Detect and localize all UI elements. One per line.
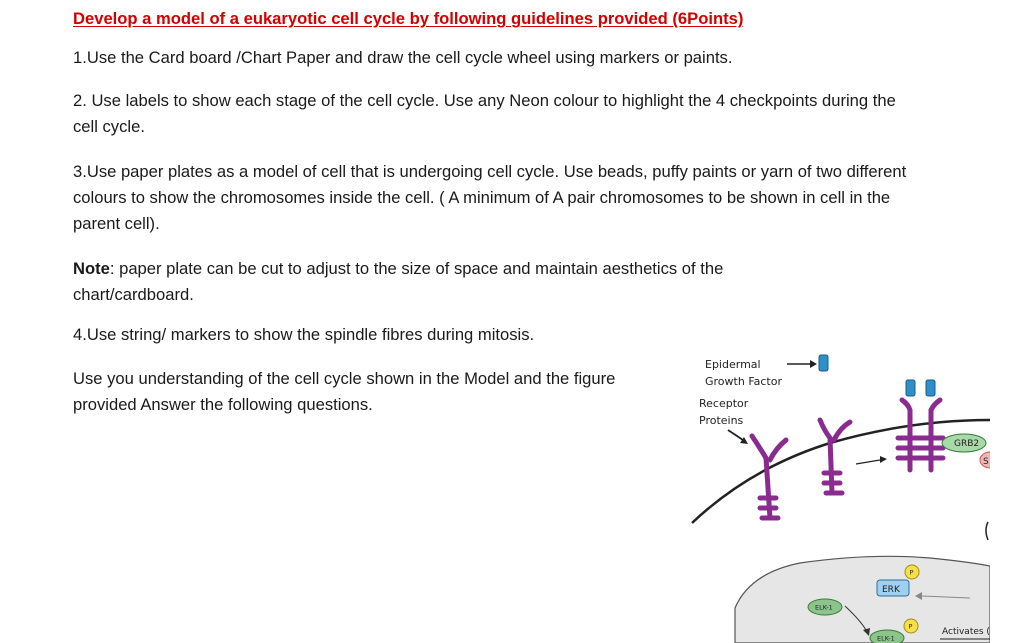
- instruction-step-3: 3.Use paper plates as a model of cell that is undergoing cell cycle. Use beads, puffy paints or yarn of two different colours to show the chromosomes inside the cell. ( A minimum of A pair chromosomes to be shown in cell in the parent cell).: [73, 162, 907, 233]
- questions-instruction: Use you understanding of the cell cycle shown in the Model and the figure provided Answer the following questions.: [73, 369, 616, 414]
- label-epidermal: Epidermal: [705, 358, 761, 371]
- egf-signaling-diagram: [690, 348, 990, 643]
- label-activates: Activates (: [942, 627, 990, 637]
- instruction-step-4: 4.Use string/ markers to show the spindle fibres during mitosis.: [73, 325, 535, 344]
- dimerization-arrow: [856, 460, 880, 464]
- label-proteins: Proteins: [699, 414, 744, 427]
- label-erk: ERK: [882, 585, 900, 595]
- label-p2: P: [908, 622, 913, 631]
- label-receptor: Receptor: [699, 397, 749, 410]
- note-text: : paper plate can be cut to adjust to the size of space and maintain aesthetics of the chart/cardboard.: [73, 259, 724, 304]
- bracket-mark: [986, 522, 988, 540]
- receptor-protein-1: [752, 436, 786, 518]
- instruction-step-2: 2. Use labels to show each stage of the cell cycle. Use any Neon colour to highlight the 4 checkpoints during the cell cycle.: [73, 91, 896, 136]
- label-s-fragment: S: [983, 457, 989, 467]
- instruction-step-1: 1.Use the Card board /Chart Paper and draw the cell cycle wheel using markers or paints.: [73, 48, 733, 67]
- egf-signaling-figure: [690, 348, 990, 643]
- note-label: Note: [73, 259, 110, 278]
- egf-ligand-icon: [819, 355, 828, 371]
- label-elk1-bottom: ELK-1: [877, 634, 895, 643]
- label-p1: P: [909, 568, 914, 577]
- label-grb2: GRB2: [954, 439, 980, 449]
- receptor-protein-2: [820, 420, 850, 493]
- label-growth-factor: Growth Factor: [705, 375, 782, 388]
- ligand-arrow-head: [810, 360, 817, 368]
- dimerization-arrow-head: [880, 456, 887, 463]
- note-paragraph: [73, 256, 833, 308]
- label-elk1: ELK-1: [815, 603, 833, 612]
- assignment-title: Develop a model of a eukaryotic cell cycle by following guidelines provided (6Points): [73, 9, 744, 28]
